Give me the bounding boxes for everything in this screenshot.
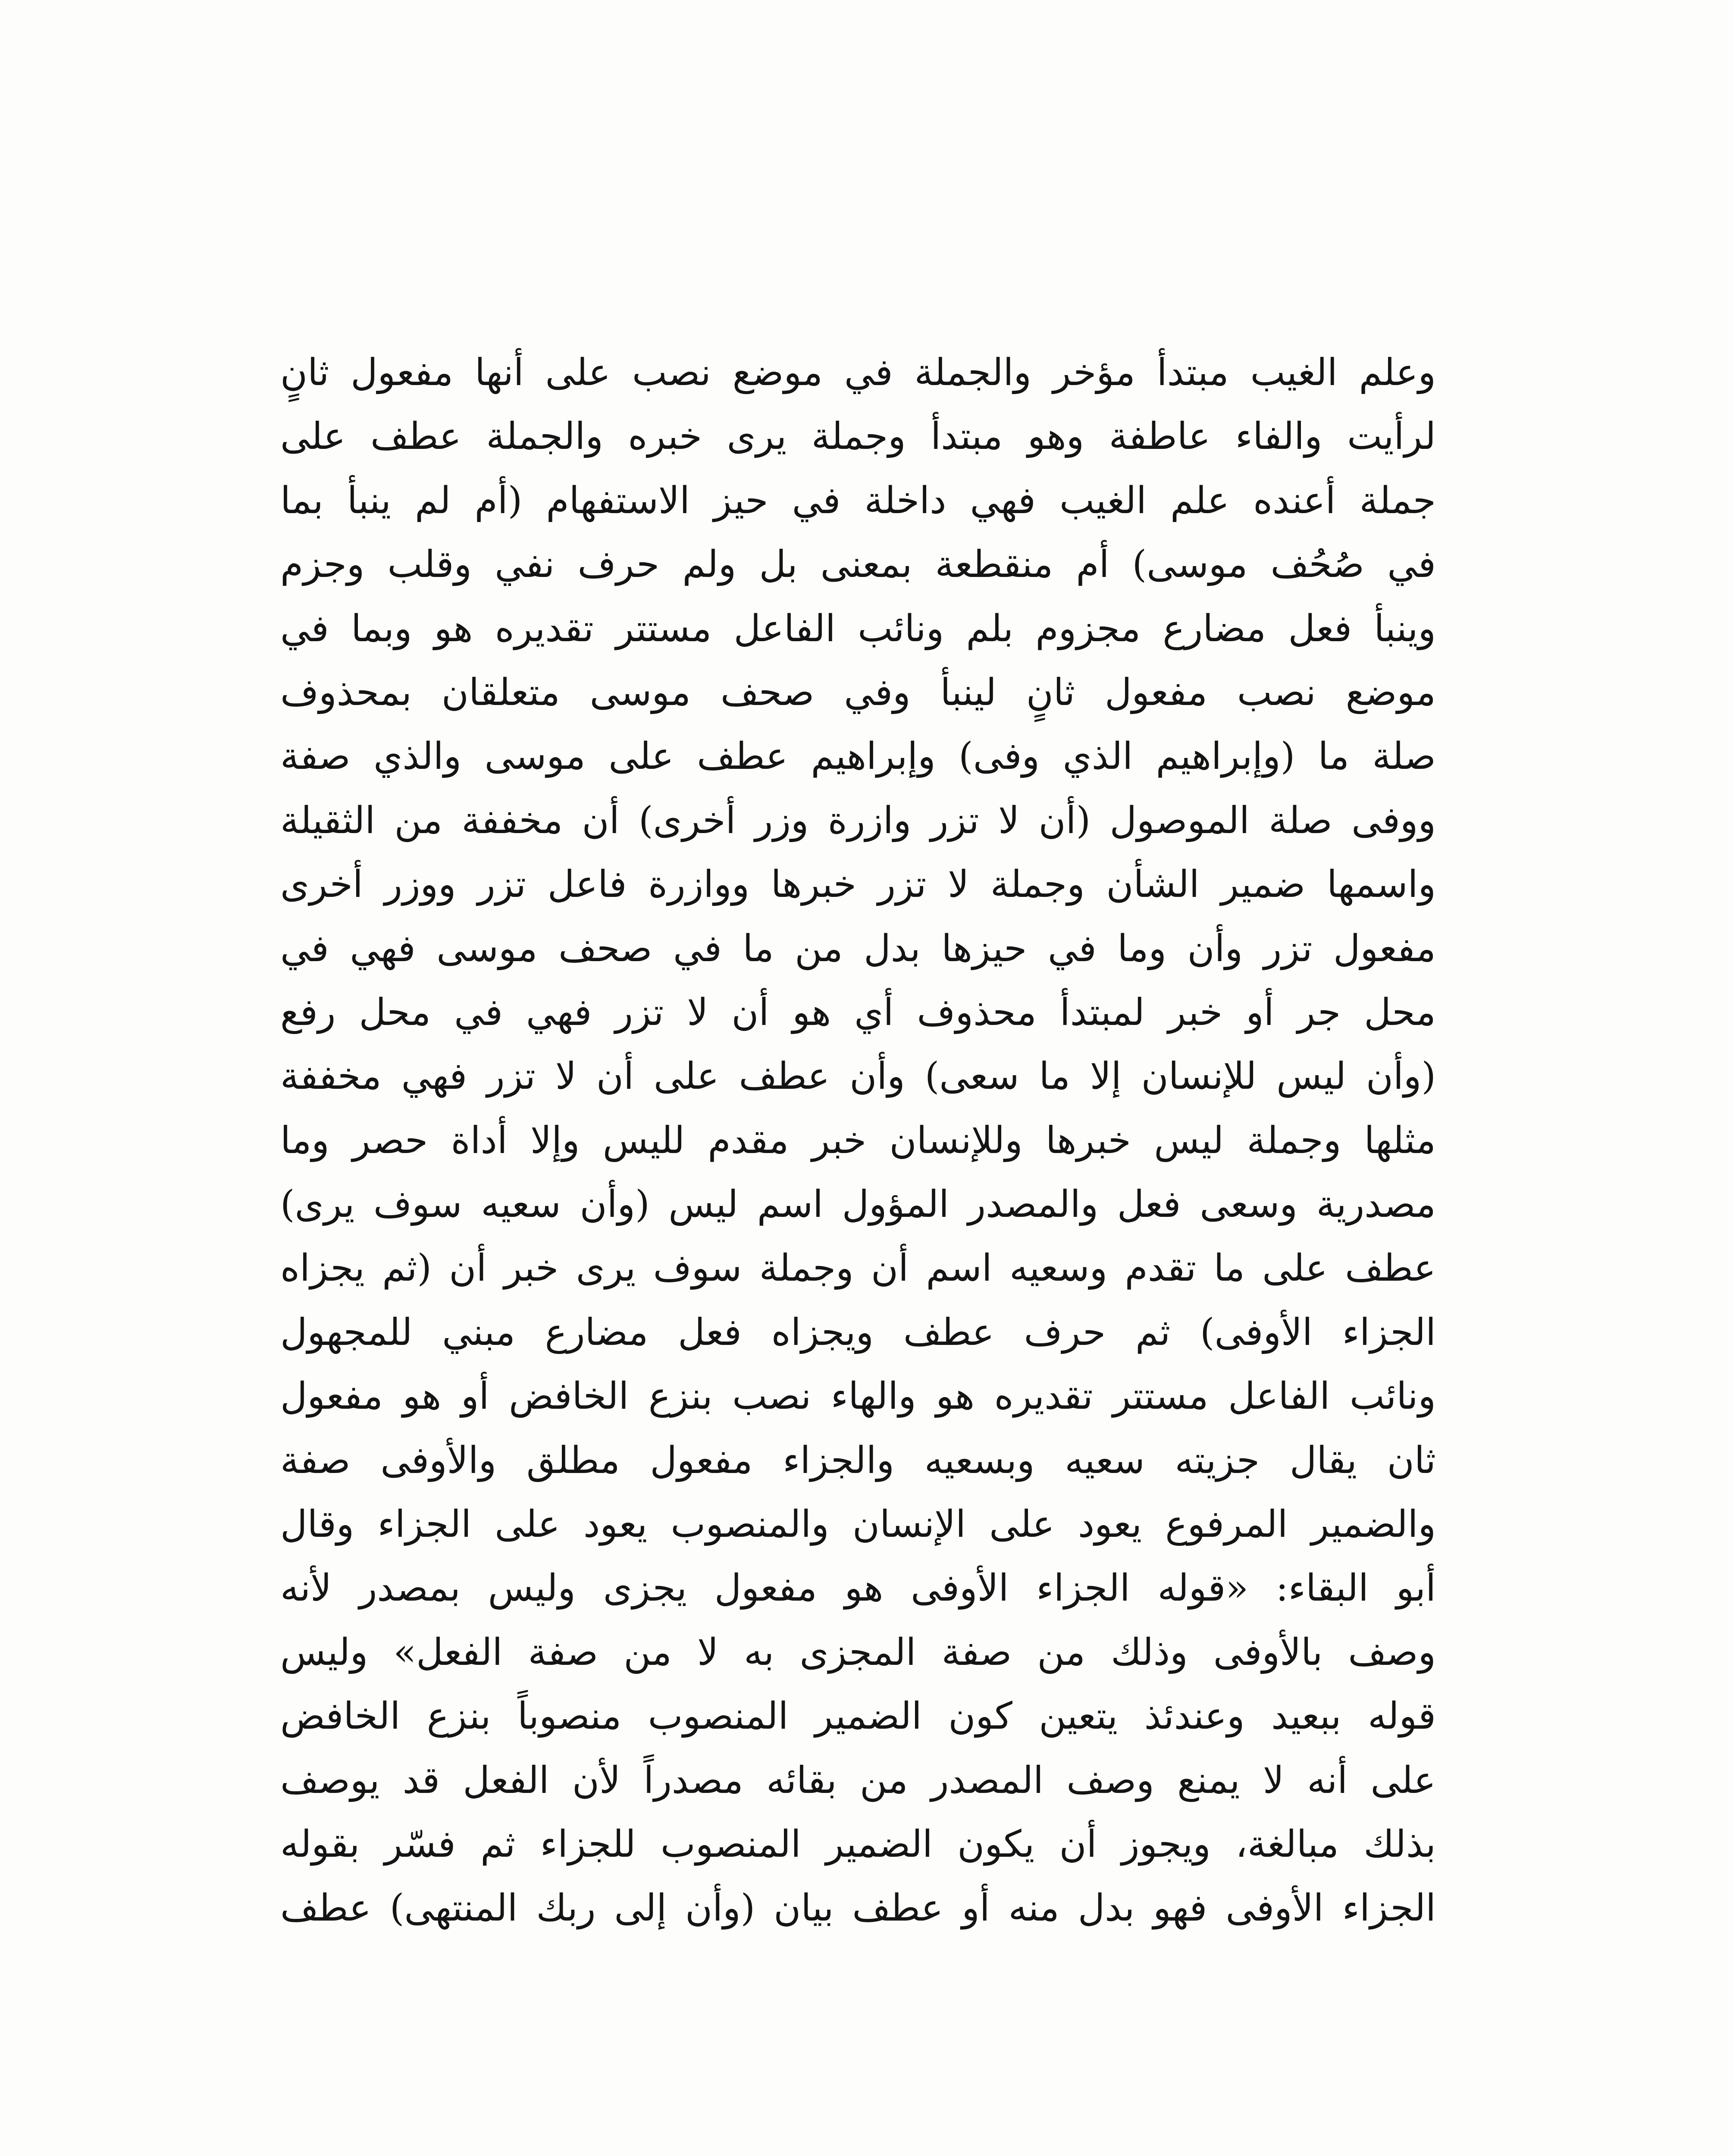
text-line: جملة أعنده علم الغيب فهي داخلة في حيز الاستفهام (أم لم ينبأ بما	[280, 479, 1436, 522]
text-line: في صُحُف موسى) أم منقطعة بمعنى بل ولم حرف نفي وقلب وجزم	[280, 543, 1436, 586]
text-line: وصف بالأوفى وذلك من صفة المجزى به لا من صفة الفعل» وليس	[280, 1630, 1436, 1674]
text-line: مصدرية وسعى فعل والمصدر المؤول اسم ليس (وأن سعيه سوف يرى)	[280, 1183, 1436, 1226]
text-line: بذلك مبالغة، ويجوز أن يكون الضمير المنصوب للجزاء ثم فسّر بقوله	[280, 1822, 1436, 1866]
text-line: مثلها وجملة ليس خبرها وللإنسان خبر مقدم لليس وإلا أداة حصر وما	[280, 1119, 1436, 1162]
text-line: وعلم الغيب مبتدأ مؤخر والجملة في موضع نصب على أنها مفعول ثانٍ	[280, 351, 1436, 394]
text-line: أبو البقاء: «قوله الجزاء الأوفى هو مفعول يجزى وليس بمصدر لأنه	[280, 1567, 1436, 1610]
text-line: موضع نصب مفعول ثانٍ لينبأ وفي صحف موسى متعلقان بمحذوف	[280, 671, 1436, 714]
text-line: صلة ما (وإبراهيم الذي وفى) وإبراهيم عطف على موسى والذي صفة	[280, 735, 1436, 778]
text-line: محل جر أو خبر لمبتدأ محذوف أي هو أن لا تزر فهي في محل رفع	[280, 990, 1436, 1034]
text-line: (وأن ليس للإنسان إلا ما سعى) وأن عطف على أن لا تزر فهي مخففة	[280, 1055, 1436, 1098]
text-line: قوله ببعيد وعندئذ يتعين كون الضمير المنصوب منصوباً بنزع الخافض	[280, 1695, 1436, 1738]
text-line: والضمير المرفوع يعود على الإنسان والمنصوب يعود على الجزاء وقال	[280, 1503, 1436, 1546]
text-line: واسمها ضمير الشأن وجملة لا تزر خبرها ووازرة فاعل تزر ووزر أخرى	[280, 863, 1436, 906]
text-line: ووفى صلة الموصول (أن لا تزر وازرة وزر أخرى) أن مخففة من الثقيلة	[280, 799, 1436, 842]
text-line: عطف على ما تقدم وسعيه اسم أن وجملة سوف يرى خبر أن (ثم يجزاه	[280, 1247, 1436, 1290]
text-line: الجزاء الأوفى فهو بدل منه أو عطف بيان (وأن إلى ربك المنتهى) عطف	[280, 1887, 1436, 1930]
text-line: على أنه لا يمنع وصف المصدر من بقائه مصدراً لأن الفعل قد يوصف	[280, 1758, 1436, 1802]
text-line: الجزاء الأوفى) ثم حرف عطف ويجزاه فعل مضارع مبني للمجهول	[280, 1310, 1436, 1354]
text-line: ثان يقال جزيته سعيه وبسعيه والجزاء مفعول مطلق والأوفى صفة	[280, 1438, 1436, 1482]
text-line: ونائب الفاعل مستتر تقديره هو والهاء نصب بنزع الخافض أو هو مفعول	[280, 1375, 1436, 1418]
body-text	[280, 341, 1436, 1940]
text-line: مفعول تزر وأن وما في حيزها بدل من ما في صحف موسى فهي في	[280, 927, 1436, 970]
text-line: لرأيت والفاء عاطفة وهو مبتدأ وجملة يرى خبره والجملة عطف على	[280, 415, 1436, 458]
text-line: وينبأ فعل مضارع مجزوم بلم ونائب الفاعل مستتر تقديره هو وبما في	[280, 607, 1436, 650]
